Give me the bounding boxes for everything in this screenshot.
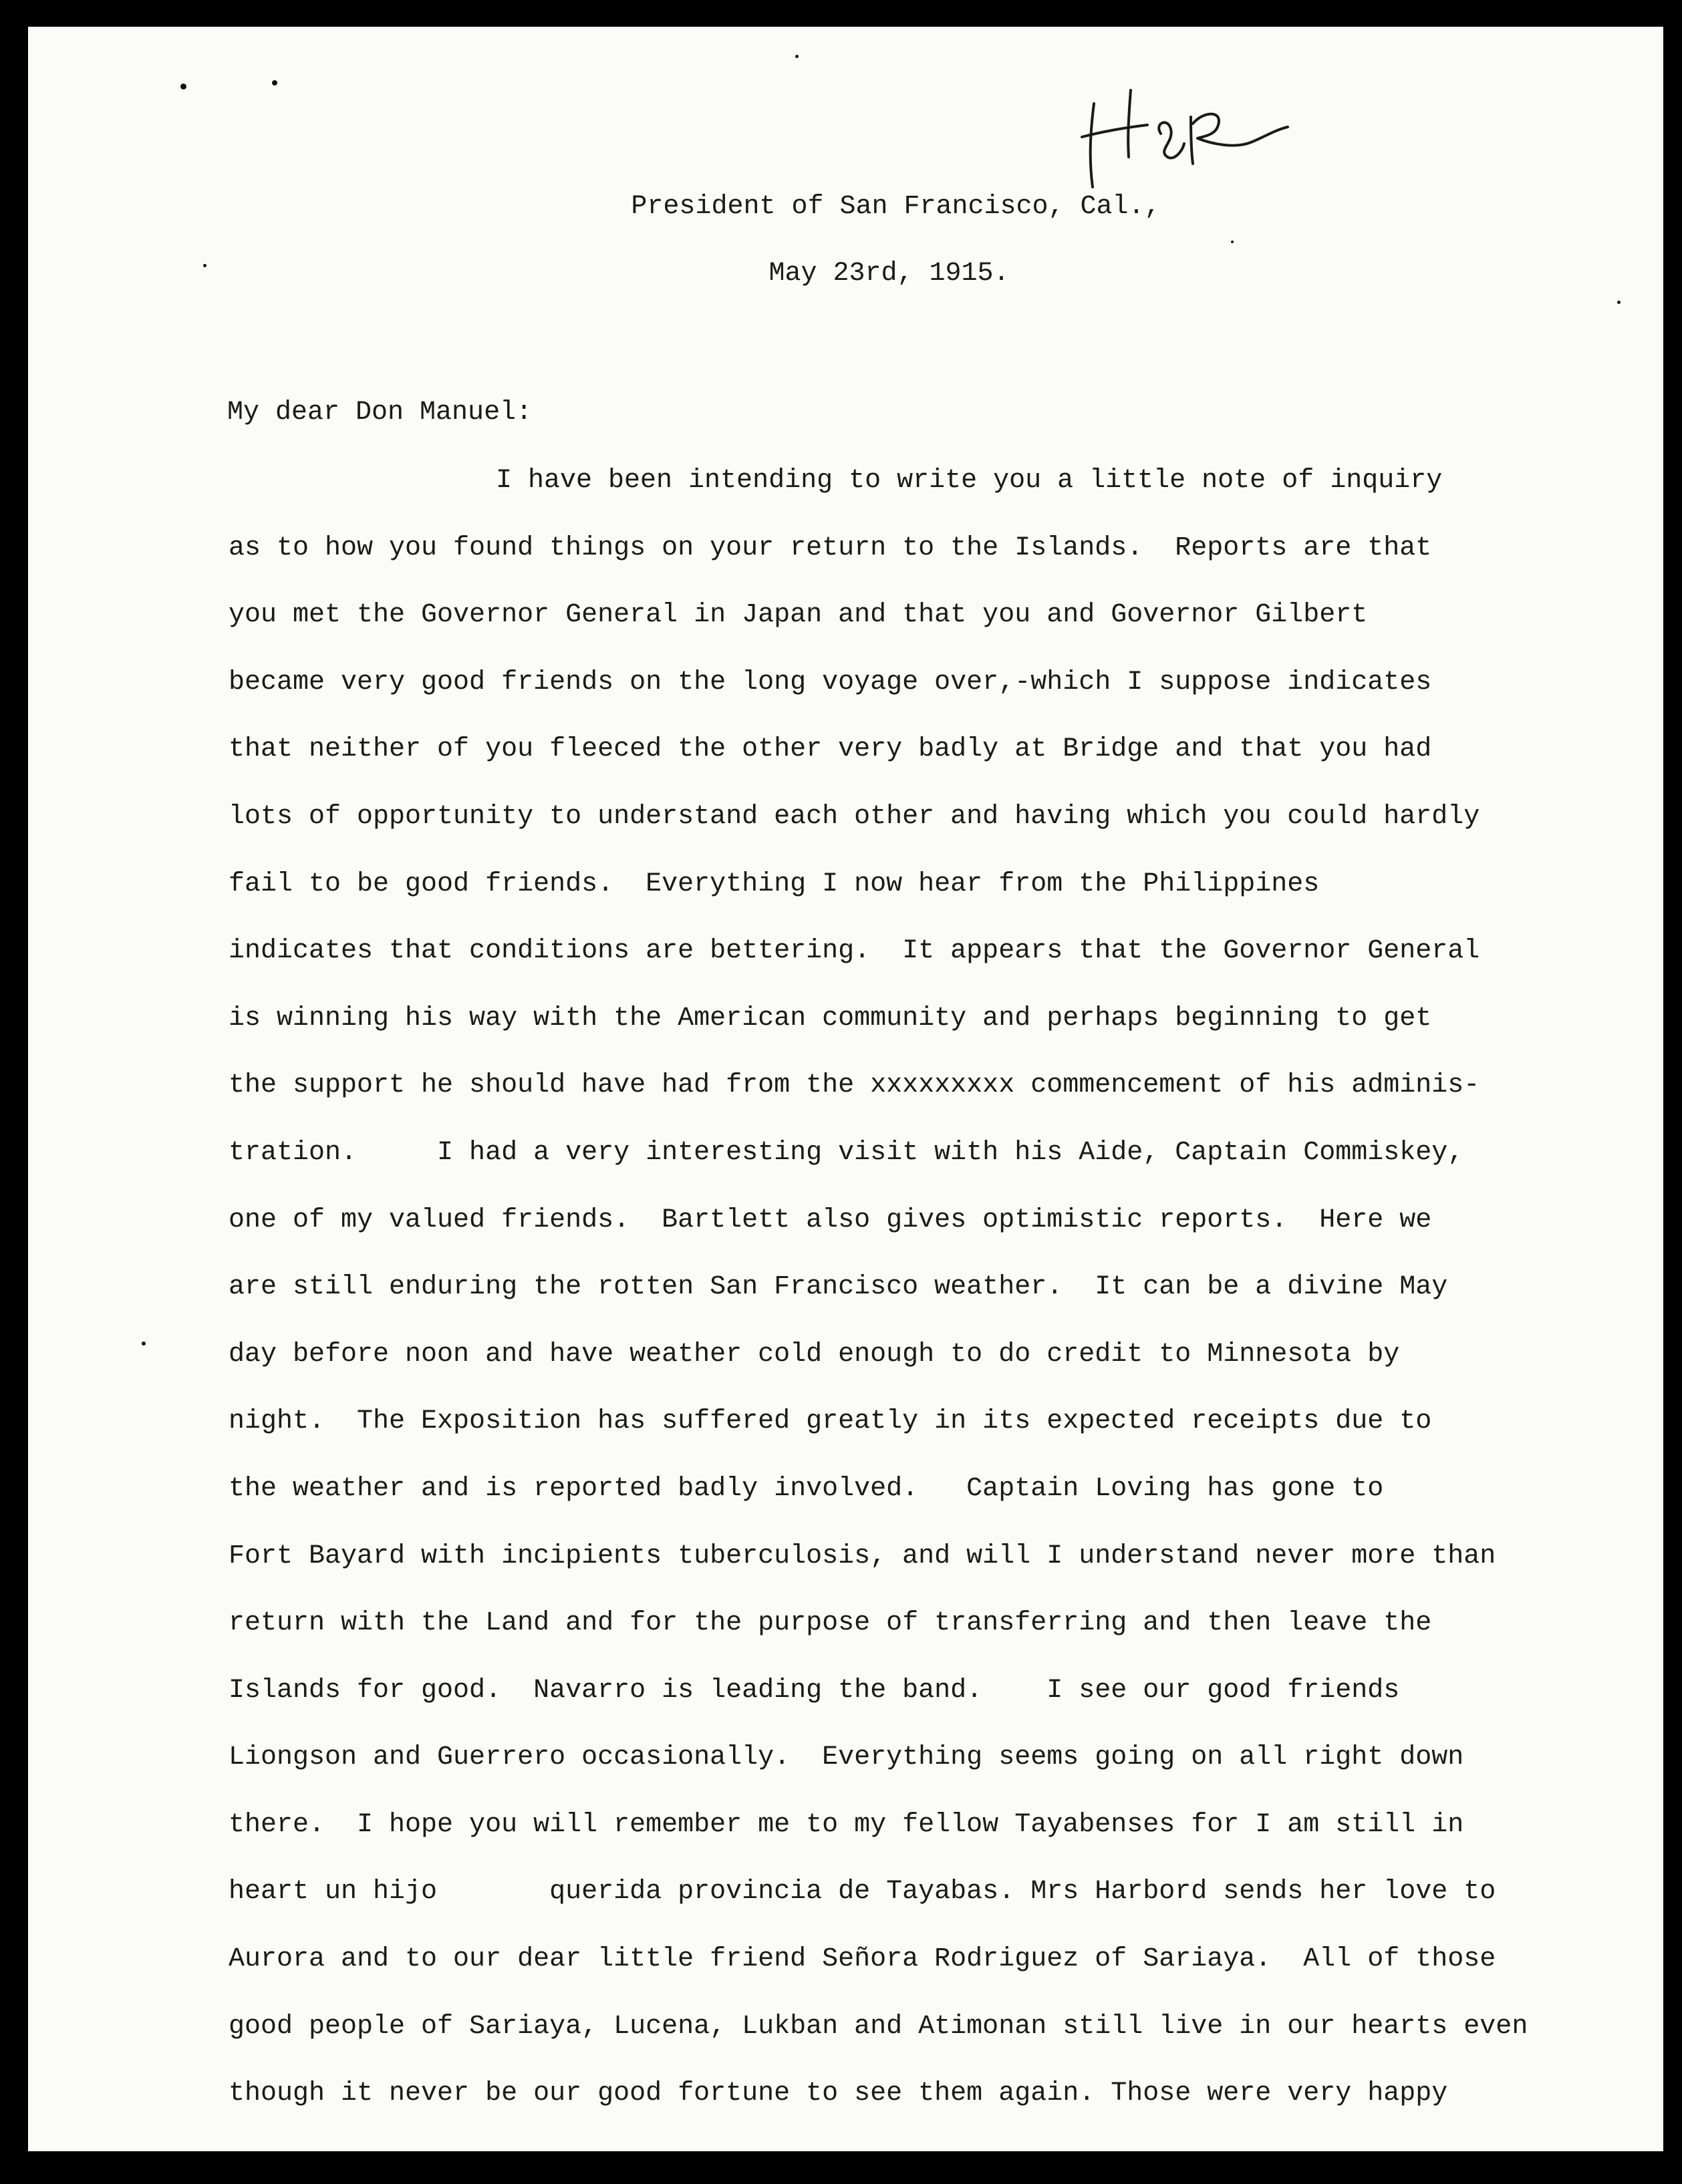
body-line: good people of Sariaya, Lucena, Lukban and Atimonan still live in our hearts even: [229, 2011, 1528, 2042]
speck: [795, 55, 799, 58]
body-line: though it never be our good fortune to see them again. Those were very happy: [229, 2078, 1448, 2109]
letter-salutation: My dear Don Manuel:: [227, 398, 533, 428]
body-line: heart un hijo querida provincia de Tayabas. Mrs Harbord sends her love to: [229, 1877, 1496, 1907]
letter-page: [28, 27, 1663, 2151]
letter-heading-place: President of San Francisco, Cal.,: [631, 192, 1161, 222]
body-line: are still enduring the rotten San Francisco weather. It can be a divine May: [229, 1272, 1448, 1303]
body-line: the support he should have had from the xxxxxxxxx commencement of his adminis-: [229, 1070, 1480, 1101]
handwritten-initials: [1067, 63, 1294, 197]
body-line: lots of opportunity to understand each other and having which you could hardly: [229, 801, 1480, 832]
body-line: one of my valued friends. Bartlett also gives optimistic reports. Here we: [229, 1205, 1432, 1235]
body-line: Islands for good. Navarro is leading the band. I see our good friends: [229, 1675, 1400, 1706]
body-line: I have been intending to write you a little note of inquiry: [496, 466, 1443, 496]
body-line: Fort Bayard with incipients tuberculosis, and will I understand never more than: [229, 1541, 1496, 1571]
body-line: day before noon and have weather cold enough to do credit to Minnesota by: [229, 1339, 1400, 1370]
body-line: return with the Land and for the purpose of transferring and then leave the: [229, 1608, 1432, 1639]
body-line: tration. I had a very interesting visit with his Aide, Captain Commiskey,: [229, 1137, 1464, 1168]
body-line: is winning his way with the American community and perhaps beginning to get: [229, 1003, 1432, 1034]
body-line: became very good friends on the long voyage over,-which I suppose indicates: [229, 667, 1432, 697]
speck: [142, 1342, 146, 1346]
body-line: that neither of you fleeced the other very badly at Bridge and that you had: [229, 734, 1432, 765]
body-line: fail to be good friends. Everything I now hear from the Philippines: [229, 869, 1320, 899]
speck: [1617, 301, 1621, 304]
body-line: you met the Governor General in Japan and that you and Governor Gilbert: [229, 600, 1368, 631]
speck: [180, 84, 186, 90]
body-line: there. I hope you will remember me to my fellow Tayabenses for I am still in: [229, 1809, 1464, 1840]
letter-body: [229, 461, 1619, 2141]
body-line: as to how you found things on your return to the Islands. Reports are that: [229, 532, 1432, 563]
speck: [1231, 241, 1234, 243]
body-line: Aurora and to our dear little friend Señora Rodriguez of Sariaya. All of those: [229, 1944, 1496, 1975]
speck: [272, 80, 277, 86]
body-line: indicates that conditions are bettering. It appears that the Governor General: [229, 936, 1480, 967]
letter-date: May 23rd, 1915.: [768, 259, 1010, 289]
body-line: the weather and is reported badly involved. Captain Loving has gone to: [229, 1473, 1384, 1504]
body-line: night. The Exposition has suffered greatly in its expected receipts due to: [229, 1406, 1432, 1437]
body-line: Liongson and Guerrero occasionally. Everything seems going on all right down: [229, 1742, 1464, 1773]
